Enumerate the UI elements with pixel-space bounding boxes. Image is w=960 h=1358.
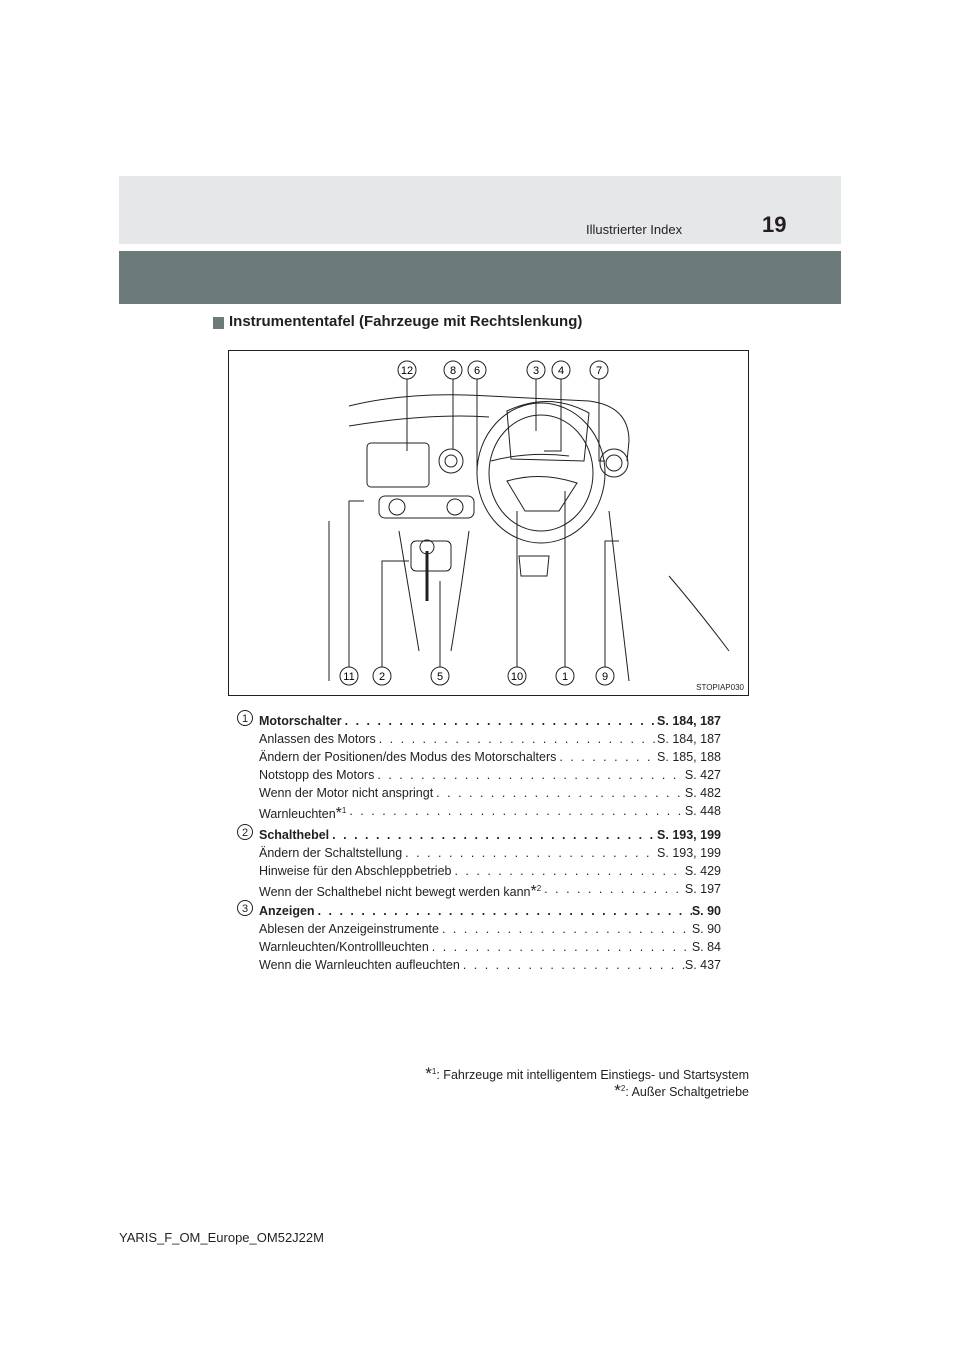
footnote-2: *$^2$: Außer Schaltgetriebe	[614, 1081, 749, 1100]
entry-page-ref: S. 193, 199	[657, 828, 721, 842]
section-square-icon	[213, 317, 224, 329]
svg-text:1: 1	[561, 671, 569, 683]
callout-12	[398, 361, 416, 379]
entry-item[interactable]: Ablesen der Anzeigeinstrumente . . . S. 90	[259, 920, 721, 938]
top-callouts	[398, 361, 608, 379]
header-bar	[119, 176, 841, 244]
entry-item[interactable]: Wenn der Motor nicht anspringt . . . S. 482	[259, 784, 721, 802]
entry-title-row[interactable]	[259, 902, 721, 920]
callout-2	[373, 667, 391, 685]
entry-item[interactable]: Ändern der Positionen/des Modus des Motorschalters . . . S. 185, 188	[259, 748, 721, 766]
svg-text:10: 10	[510, 671, 524, 683]
svg-text:2: 2	[378, 671, 386, 683]
dashboard-illustration	[228, 350, 749, 696]
svg-text:3: 3	[532, 365, 540, 377]
dashboard-drawing	[229, 351, 748, 695]
entry-title: Motorschalter	[259, 714, 342, 728]
figure-code: STOPIAP030	[696, 683, 744, 692]
footnote-1: *$^1$: Fahrzeuge mit intelligentem Einstiegs- und Startsystem	[425, 1064, 749, 1083]
entry-item[interactable]: Warnleuchten/Kontrollleuchten . . . S. 84	[259, 938, 721, 956]
entry-item[interactable]: Anlassen des Motors . . . S. 184, 187	[259, 730, 721, 748]
entry-page-ref: S. 90	[691, 904, 721, 918]
callout-11	[340, 667, 358, 685]
svg-text:8: 8	[449, 365, 457, 377]
callout-1	[556, 667, 574, 685]
entry-item[interactable]: Wenn der Schalthebel nicht bewegt werden kann*$^2$ . . . S. 197	[259, 880, 721, 898]
entry-item[interactable]: Ändern der Schaltstellung . . . S. 193, 199	[259, 844, 721, 862]
callout-6	[468, 361, 486, 379]
svg-text:11: 11	[343, 671, 355, 683]
entry-number: 3	[237, 900, 253, 916]
entry-title: Anzeigen	[259, 904, 315, 918]
bottom-callouts	[340, 667, 614, 685]
callout-4	[552, 361, 570, 379]
entry-title: Schalthebel	[259, 828, 330, 842]
entry-item[interactable]: Wenn die Warnleuchten aufleuchten . . . S. 437	[259, 956, 721, 974]
entry-number: 2	[237, 824, 253, 840]
entry-number: 1	[237, 710, 253, 726]
section-title: Instrumententafel (Fahrzeuge mit Rechtslenkung)	[229, 313, 583, 330]
page-number: 19	[762, 212, 787, 237]
entry-item[interactable]: Notstopp des Motors . . . S. 427	[259, 766, 721, 784]
svg-text:4: 4	[557, 365, 565, 377]
svg-text:7: 7	[595, 365, 603, 377]
document-footer: YARIS_F_OM_Europe_OM52J22M	[119, 1230, 324, 1245]
callout-3	[527, 361, 545, 379]
entry-item[interactable]: Warnleuchten*$^1$ . . . S. 448	[259, 802, 721, 820]
header-band	[119, 251, 841, 304]
callout-8	[444, 361, 462, 379]
callout-9	[596, 667, 614, 685]
entry-title-row[interactable]	[259, 712, 721, 730]
callout-5	[431, 667, 449, 685]
entry-page-ref: S. 184, 187	[657, 714, 721, 728]
svg-text:12: 12	[400, 365, 414, 377]
svg-text:5: 5	[436, 671, 444, 683]
entry-title-row[interactable]	[259, 826, 721, 844]
svg-text:6: 6	[473, 365, 481, 377]
callout-10	[508, 667, 526, 685]
callout-7	[590, 361, 608, 379]
header-section-title: Illustrierter Index	[586, 222, 683, 237]
entry-item[interactable]: Hinweise für den Abschleppbetrieb . . . S. 429	[259, 862, 721, 880]
svg-text:9: 9	[601, 671, 609, 683]
